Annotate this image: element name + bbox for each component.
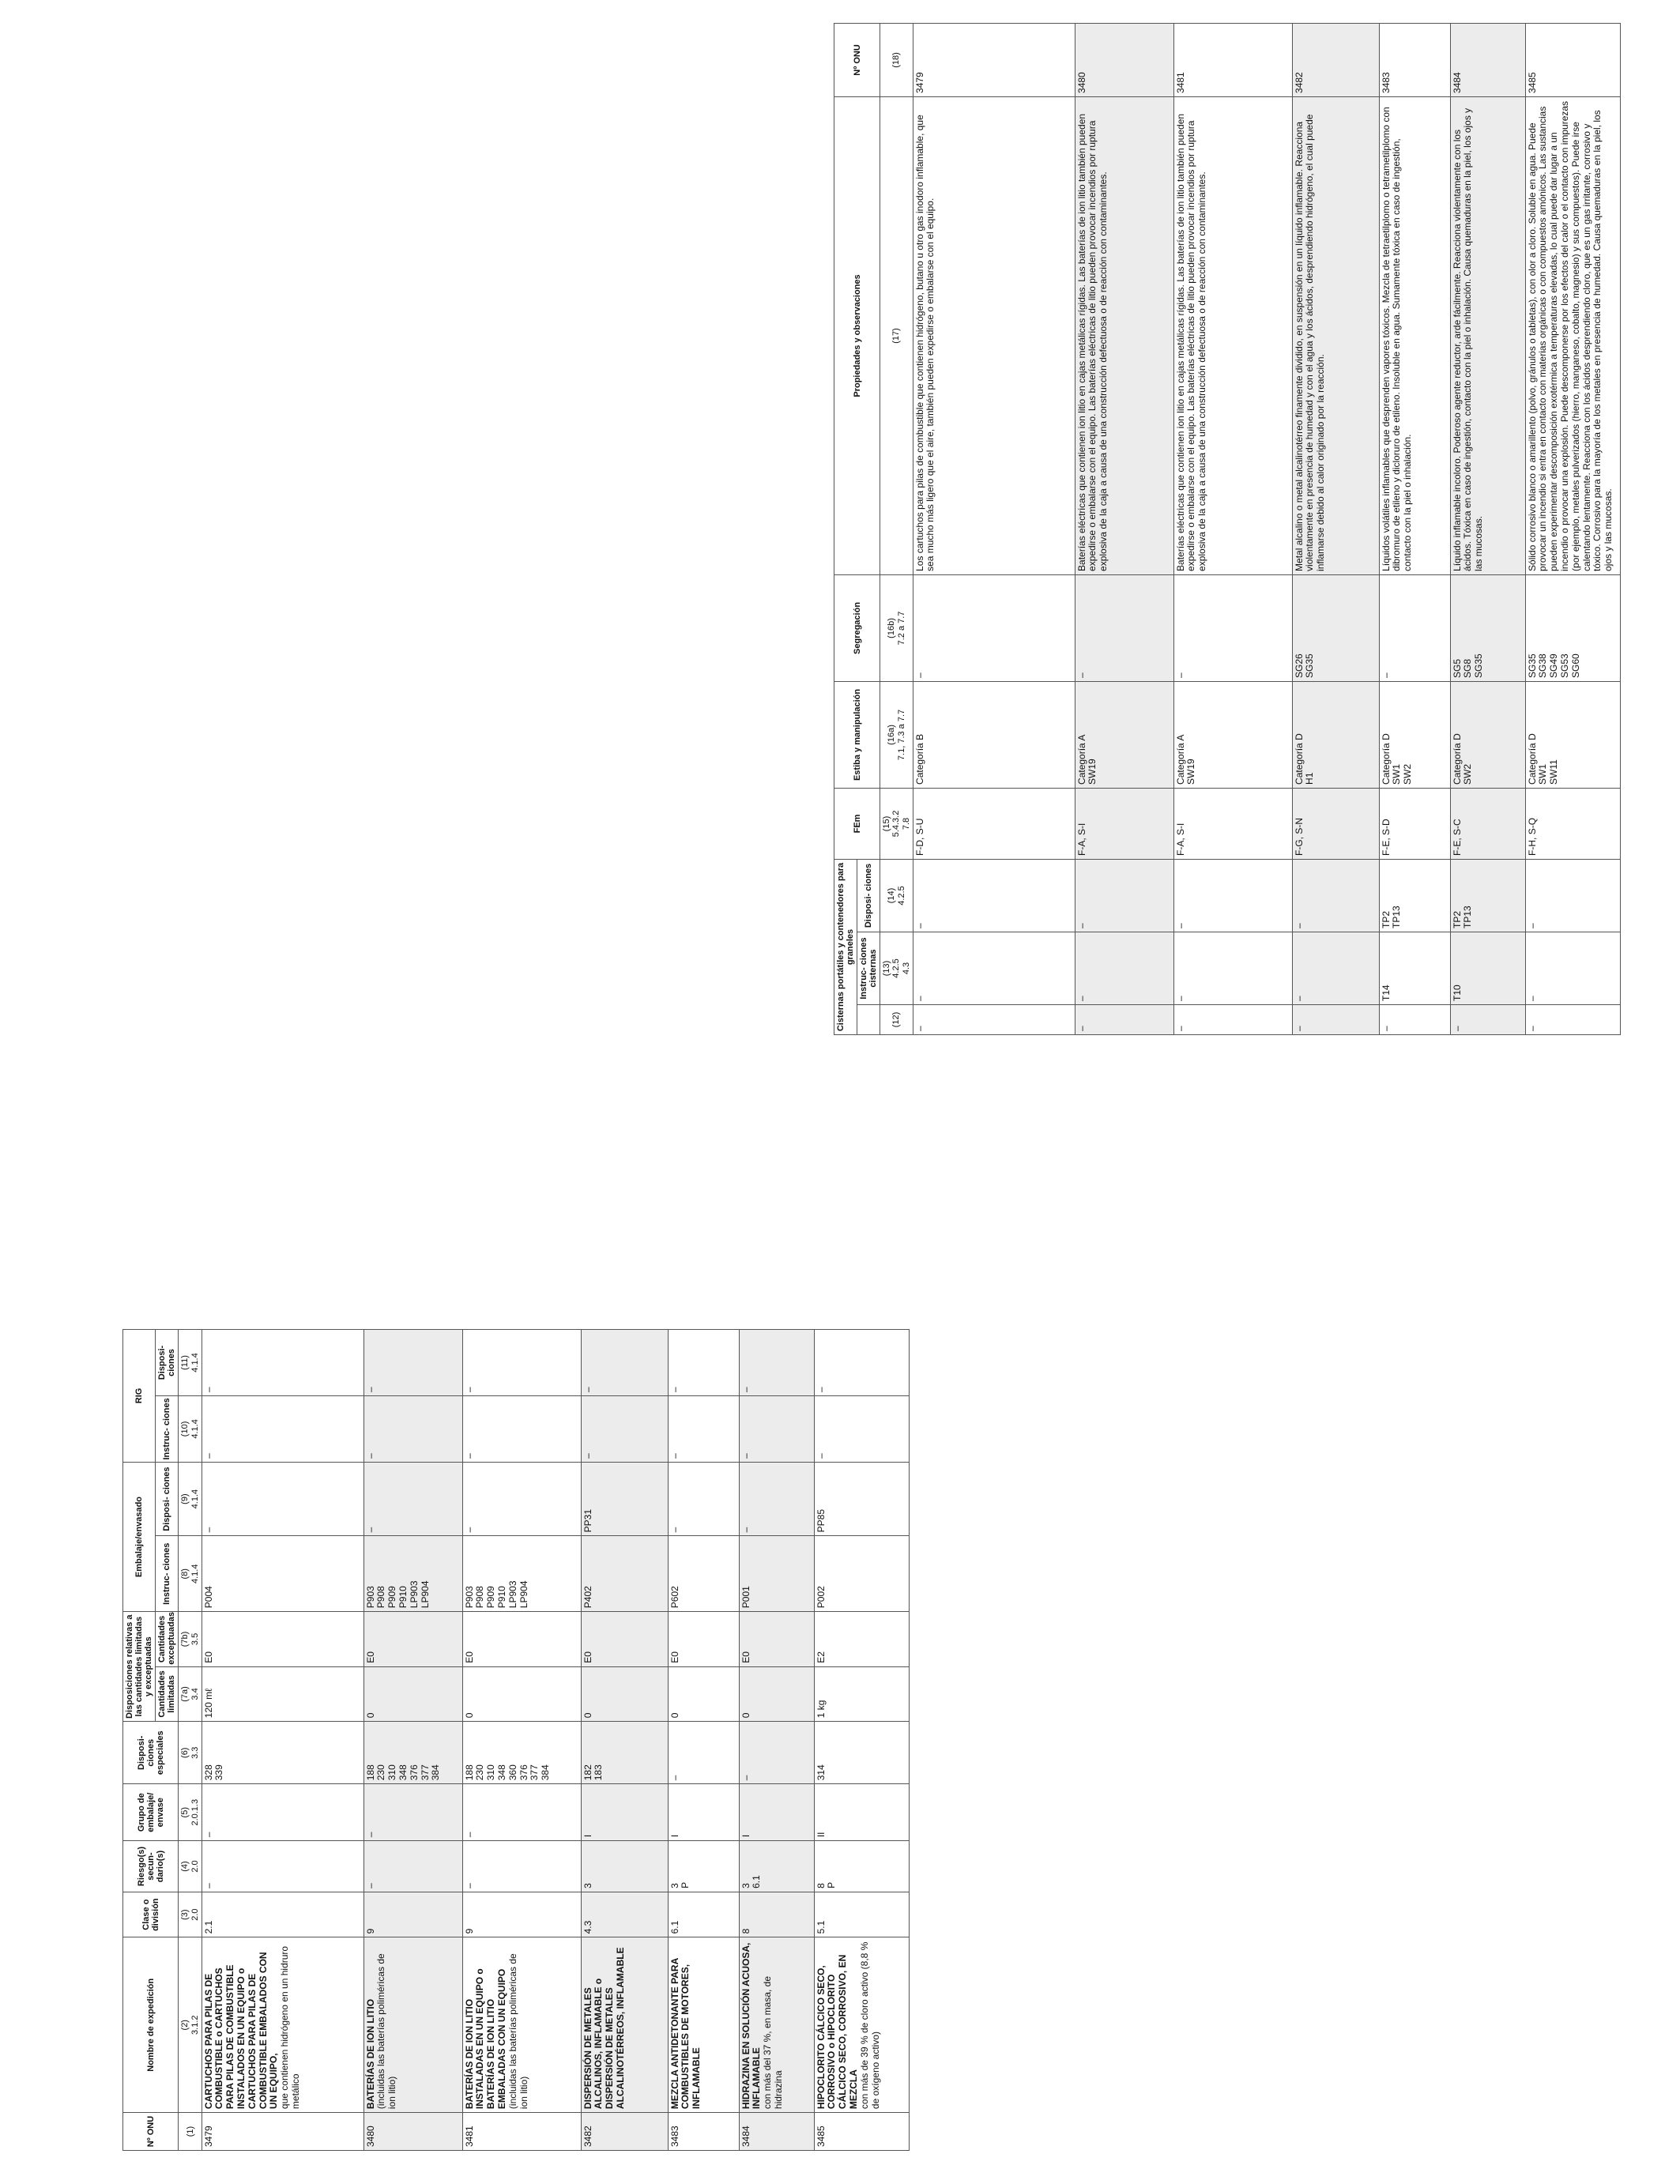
shipping-name: DISPERSIÓN DE METALES ALCALINOS, INFLAMABLE o DISPERSIÓN DE METALES ALCALINOTÉRREOS, INFLAMABLE	[582, 1947, 627, 2110]
ref-c16a: (16a) 7.1, 7.3 a 7.7	[880, 681, 913, 788]
limited-quantity-cell: 1 kg	[814, 1666, 909, 1722]
col-header-ibc-prov: Disposi- ciones	[156, 1330, 179, 1396]
excepted-quantity-cell: E0	[202, 1612, 363, 1667]
packing-group-cell: I	[668, 1784, 739, 1841]
packing-instruction-cell: P001	[739, 1536, 814, 1612]
shipping-name: BATERÍAS DE ION LITIO	[364, 1998, 376, 2110]
tank-instruction-cell: –	[1525, 932, 1620, 1005]
ref-c3: (3) 2.0	[179, 1892, 202, 1937]
ibc-provision-cell: –	[581, 1330, 668, 1396]
special-provisions-cell: –	[739, 1722, 814, 1784]
un-number-cell: 3483	[668, 2113, 739, 2151]
ibc-instruction-cell: –	[202, 1395, 363, 1462]
limited-quantity-cell: 0	[739, 1666, 814, 1722]
packing-instruction-cell: P002	[814, 1536, 909, 1612]
un-number-cell: 3481	[1173, 23, 1292, 96]
ems-cell: F-E, S-D	[1379, 788, 1450, 859]
limited-quantity-cell: 0	[462, 1666, 581, 1722]
col-header-name: Nombre de expedición	[123, 1937, 179, 2113]
ibc-provision-cell: –	[739, 1330, 814, 1396]
shipping-name-qualifier: (incluidas las baterías poliméricas de ion litio)	[507, 1953, 529, 2110]
table-row	[202, 1330, 363, 2151]
segregation-cell: –	[1379, 574, 1450, 681]
packing-instruction-cell: P903 P908 P909 P910 LP903 LP904	[462, 1536, 581, 1612]
ibc-provision-cell: –	[363, 1330, 462, 1396]
shipping-name-qualifier: (incluidas las baterías poliméricas de ion litio)	[375, 1953, 398, 2110]
stowage-cell: Categoría A SW19	[1075, 681, 1173, 788]
shipping-name-cell	[668, 1937, 739, 2113]
stowage-cell: Categoría D SW2	[1450, 681, 1525, 788]
packing-group-cell: –	[363, 1784, 462, 1841]
stowage-cell: Categoría D SW1 SW2	[1379, 681, 1450, 788]
ref-c16b: (16b) 7.2 a 7.7	[880, 574, 913, 681]
col-header-tank-prov: Disposi- ciones	[857, 859, 880, 932]
ref-c2: (2) 3.1.2	[179, 1937, 202, 2113]
table-row	[739, 1330, 814, 2151]
table-row	[1173, 23, 1292, 1034]
ibc-instruction-cell: –	[581, 1395, 668, 1462]
shipping-name: CARTUCHOS PARA PILAS DE COMBUSTIBLE o CARTUCHOS PARA PILAS DE COMBUSTIBLE INSTALADOS EN UN EQUIPO o CARTUCHOS PARA PILAS DE COMBUSTIBLE EMBALADOS CON UN EQUIPO,	[202, 1952, 280, 2110]
class-cell: 5.1	[814, 1892, 909, 1937]
tank-instruction-cell: T10	[1450, 932, 1525, 1005]
packing-provision-cell: PP31	[581, 1462, 668, 1535]
shipping-name-cell	[202, 1937, 363, 2113]
sub-risk-cell: 3	[581, 1841, 668, 1892]
sub-risk-cell: –	[202, 1841, 363, 1892]
column-12-cell: –	[1379, 1005, 1450, 1035]
table-row	[814, 1330, 909, 2151]
tank-provision-cell: –	[1525, 859, 1620, 932]
un-number-cell: 3483	[1379, 23, 1450, 96]
col-header-pack-prov: Disposi- ciones	[156, 1462, 179, 1535]
col-header-properties: Propiedades y observaciones	[834, 96, 880, 574]
col-header-lq: Cantidades limitadas	[156, 1666, 179, 1722]
packing-instruction-cell: P602	[668, 1536, 739, 1612]
table-row	[1379, 23, 1450, 1034]
un-number-cell: 3485	[1525, 23, 1620, 96]
properties-cell: Metal alcalino o metal alcalinotérreo finamente dividido, en suspensión en un líquido inflamable. Reacciona violentamente en presencia de humedad y con el agua y los ácidos, desprendiendo hidrógeno, el cual puede inflamarse debido al calor originado por la reacción.	[1292, 96, 1379, 574]
special-provisions-cell: 188 230 310 348 360 376 377 384	[462, 1722, 581, 1784]
tank-provision-cell: –	[913, 859, 1075, 932]
stowage-cell: Categoría B	[913, 681, 1075, 788]
sub-risk-cell: –	[363, 1841, 462, 1892]
segregation-cell: SG35 SG38 SG49 SG53 SG60	[1525, 574, 1620, 681]
packing-instruction-cell: P004	[202, 1536, 363, 1612]
sub-risk-cell: –	[462, 1841, 581, 1892]
properties-cell: Baterías eléctricas que contienen ion litio en cajas metálicas rígidas. Las baterías de ion litio también pueden expedirse o embalarse con el equipo. Las baterías eléctricas de litio pueden provocar incendios por ruptura explosiva de la caja a causa de una construcción defectuosa o de reacción con contaminantes.	[1173, 96, 1292, 574]
excepted-quantity-cell: E0	[462, 1612, 581, 1667]
ref-c6: (6) 3.3	[179, 1722, 202, 1784]
sub-risk-cell: 3 P	[668, 1841, 739, 1892]
shipping-name-cell	[739, 1937, 814, 2113]
stowage-cell: Categoría A SW19	[1173, 681, 1292, 788]
shipping-name: HIPOCLORITO CÁLCICO SECO, CORROSIVO o HIPOCLORITO CÁLCICO SECO, CORROSIVO, EN MEZCLA	[815, 1954, 860, 2110]
class-cell: 8	[739, 1892, 814, 1937]
table-row	[1292, 23, 1379, 1034]
limited-quantity-cell: 0	[363, 1666, 462, 1722]
col-header-special-provisions: Disposi- ciones especiales	[123, 1722, 179, 1784]
un-number-cell: 3484	[739, 2113, 814, 2151]
table-row	[363, 1330, 462, 2151]
shipping-name: BATERÍAS DE ION LITIO INSTALADAS EN UN EQUIPO o BATERÍAS DE ION LITIO EMBALADAS CON UN EQUIPO	[463, 1968, 508, 2110]
ref-c7a: (7a) 3.4	[179, 1666, 202, 1722]
class-cell: 4.3	[581, 1892, 668, 1937]
segregation-cell: –	[1173, 574, 1292, 681]
limited-quantity-cell: 0	[668, 1666, 739, 1722]
ref-c9: (9) 4.1.4	[179, 1462, 202, 1535]
un-number-cell: 3480	[363, 2113, 462, 2151]
table-row	[1525, 23, 1620, 1034]
ref-c11: (11) 4.1.4	[179, 1330, 202, 1396]
shipping-name: HIDRAZINA EN SOLUCIÓN ACUOSA, INFLAMABLE	[740, 1942, 763, 2110]
table-row	[581, 1330, 668, 2151]
special-provisions-cell: 328 339	[202, 1722, 363, 1784]
col-header-ibc: RIG	[123, 1330, 156, 1463]
column-12-cell: –	[913, 1005, 1075, 1035]
stowage-cell: Categoría D SW1 SW11	[1525, 681, 1620, 788]
dangerous-goods-table-right	[834, 23, 1621, 1035]
col-header-segregation: Segregación	[834, 574, 880, 681]
properties-cell: Los cartuchos para pilas de combustible que contienen hidrógeno, butano u otro gas inodoro inflamable, que sea mucho más ligero que el aire, también pueden expedirse o embalarse con el equipo.	[913, 96, 1075, 574]
segregation-cell: SG5 SG8 SG35	[1450, 574, 1525, 681]
column-12-cell: –	[1525, 1005, 1620, 1035]
un-number-cell: 3480	[1075, 23, 1173, 96]
excepted-quantity-cell: E0	[739, 1612, 814, 1667]
packing-provision-cell: –	[739, 1462, 814, 1535]
column-12-cell: –	[1450, 1005, 1525, 1035]
tank-instruction-cell: –	[1292, 932, 1379, 1005]
ibc-provision-cell: –	[668, 1330, 739, 1396]
column-12-cell: –	[1292, 1005, 1379, 1035]
ref-c8: (8) 4.1.4	[179, 1536, 202, 1612]
ems-cell: F-E, S-C	[1450, 788, 1525, 859]
limited-quantity-cell: 120 mℓ	[202, 1666, 363, 1722]
ref-c1: (1)	[179, 2113, 202, 2151]
shipping-name-cell	[581, 1937, 668, 2113]
sub-risk-cell: 8 P	[814, 1841, 909, 1892]
packing-provision-cell: –	[363, 1462, 462, 1535]
dangerous-goods-table-left	[122, 1329, 910, 2151]
ibc-provision-cell: –	[814, 1330, 909, 1396]
sub-risk-cell: 3 6.1	[739, 1841, 814, 1892]
special-provisions-cell: 182 183	[581, 1722, 668, 1784]
shipping-name-cell	[462, 1937, 581, 2113]
shipping-name-qualifier: que contienen hidrógeno en un hidruro metálico	[279, 1945, 302, 2110]
shipping-name-qualifier: con más de 39 % de cloro activo (8,8 % de oxígeno activo)	[858, 1941, 881, 2110]
col-header-tank-instr: Instruc- ciones cisternas	[857, 932, 880, 1005]
table-row	[1075, 23, 1173, 1034]
class-cell: 6.1	[668, 1892, 739, 1937]
segregation-cell: –	[1075, 574, 1173, 681]
properties-cell: Líquidos volátiles inflamables que desprenden vapores tóxicos. Mezcla de tetraetilplomo o tetrametilplomo con dibromuro de etileno y dicloruro de etileno. Insoluble en agua. Sumamente tóxica en caso de ingestión, contacto con la piel o inhalación.	[1379, 96, 1450, 574]
tank-instruction-cell: T14	[1379, 932, 1450, 1005]
class-cell: 2.1	[202, 1892, 363, 1937]
un-number-cell: 3481	[462, 2113, 581, 2151]
column-12-cell: –	[1075, 1005, 1173, 1035]
class-cell: 9	[462, 1892, 581, 1937]
ref-c15: (15) 5.4.3.2 7.8	[880, 788, 913, 859]
segregation-cell: –	[913, 574, 1075, 681]
col-header-class: Clase o división	[123, 1892, 179, 1937]
column-reference-row-right	[880, 23, 913, 1034]
packing-group-cell: –	[462, 1784, 581, 1841]
col-header-ems: FEm	[834, 788, 880, 859]
packing-instruction-cell: P402	[581, 1536, 668, 1612]
tank-instruction-cell: –	[1173, 932, 1292, 1005]
col-header-eq: Cantidades exceptuadas	[156, 1612, 179, 1667]
right-table-panel	[834, 24, 1614, 1035]
tank-provision-cell: TP2 TP13	[1450, 859, 1525, 932]
ems-cell: F-A, S-I	[1173, 788, 1292, 859]
table-row	[668, 1330, 739, 2151]
ref-c14: (14) 4.2.5	[880, 859, 913, 932]
properties-cell: Sólido corrosivo blanco o amarillento (polvo, gránulos o tabletas), con olor a cloro. Soluble en agua. Puede provocar un incendio si entra en contacto con materias orgánicas o con compuestos amónicos. Las sustancias pueden experimentar descomposición exotérmica a temperaturas elevadas, lo cual puede dar lugar a un incendio o provocar una explosión. Puede descomponerse por los efectos del calor o el contacto con impurezas (por ejemplo, metales pulverizados (hierro, manganeso, cobalto, magnesio) y sus compuestos). Puede irse calentando lentamente. Reacciona con los ácidos desprendiendo cloro, que es un gas irritante, corrosivo y tóxico. Corrosivo para la mayoría de los metales en presencia de humedad. Causa quemaduras en la piel, los ojos y las mucosas.	[1525, 96, 1620, 574]
packing-provision-cell: –	[668, 1462, 739, 1535]
packing-instruction-cell: P903 P908 P909 P910 LP903 LP904	[363, 1536, 462, 1612]
packing-group-cell: I	[739, 1784, 814, 1841]
ems-cell: F-D, S-U	[913, 788, 1075, 859]
table-row	[462, 1330, 581, 2151]
ibc-instruction-cell: –	[668, 1395, 739, 1462]
ref-c5: (5) 2.0.1.3	[179, 1784, 202, 1841]
ibc-instruction-cell: –	[739, 1395, 814, 1462]
special-provisions-cell: –	[668, 1722, 739, 1784]
properties-cell: Baterías eléctricas que contienen ion litio en cajas metálicas rígidas. Las baterías de ion litio también pueden expedirse o embalarse con el equipo. Las baterías eléctricas de litio pueden provocar incendios por ruptura explosiva de la caja a causa de una construcción defectuosa o de reacción con contaminantes.	[1075, 96, 1173, 574]
segregation-cell: SG26 SG35	[1292, 574, 1379, 681]
ems-cell: F-H, S-Q	[1525, 788, 1620, 859]
ibc-instruction-cell: –	[363, 1395, 462, 1462]
tank-instruction-cell: –	[1075, 932, 1173, 1005]
col-header-tanks: Cisternas portátiles y contenedores para graneles	[834, 859, 857, 1034]
excepted-quantity-cell: E0	[581, 1612, 668, 1667]
tank-provision-cell: TP2 TP13	[1379, 859, 1450, 932]
packing-group-cell: –	[202, 1784, 363, 1841]
ref-c4: (4) 2.0	[179, 1841, 202, 1892]
col-header-stowage: Estiba y manipulación	[834, 681, 880, 788]
ems-cell: F-A, S-I	[1075, 788, 1173, 859]
stowage-cell: Categoría D H1	[1292, 681, 1379, 788]
shipping-name-qualifier: con más del 37 %, en masa, de hidrazina	[762, 1975, 785, 2110]
tank-instruction-cell: –	[913, 932, 1075, 1005]
special-provisions-cell: 314	[814, 1722, 909, 1784]
col-header-un-no: Nº ONU	[123, 2113, 179, 2151]
col-header-un-no-right: Nº ONU	[834, 23, 880, 96]
shipping-name: MEZCLA ANTIDETONANTE PARA COMBUSTIBLES DE MOTORES, INFLAMABLE	[669, 1958, 703, 2110]
ibc-provision-cell: –	[462, 1330, 581, 1396]
ibc-instruction-cell: –	[814, 1395, 909, 1462]
col-header-packing: Embalaje/envasado	[123, 1462, 156, 1611]
un-number-cell: 3485	[814, 2113, 909, 2151]
column-reference-row	[179, 1330, 202, 2151]
packing-provision-cell: –	[462, 1462, 581, 1535]
un-number-cell: 3484	[1450, 23, 1525, 96]
col-header-sub-risk: Riesgo(s) secun- dario(s)	[123, 1841, 179, 1892]
un-number-cell: 3479	[202, 2113, 363, 2151]
table-row	[1450, 23, 1525, 1034]
packing-group-cell: II	[814, 1784, 909, 1841]
tank-provision-cell: –	[1292, 859, 1379, 932]
ref-c7b: (7b) 3.5	[179, 1612, 202, 1667]
shipping-name-cell	[363, 1937, 462, 2113]
special-provisions-cell: 188 230 310 348 376 377 384	[363, 1722, 462, 1784]
column-12-cell: –	[1173, 1005, 1292, 1035]
col-header-c12-blank	[857, 1005, 880, 1035]
ibc-provision-cell: –	[202, 1330, 363, 1396]
col-header-packing-group: Grupo de embalaje/ envase	[123, 1784, 179, 1841]
properties-cell: Líquido inflamable incoloro. Poderoso agente reductor, arde fácilmente. Reacciona violentamente con los ácidos. Tóxica en caso de ingestión, contacto con la piel o inhalación. Causa quemaduras en la piel, los ojos y las mucosas.	[1450, 96, 1525, 574]
col-header-ibc-instr: Instruc- ciones	[156, 1395, 179, 1462]
table-row	[913, 23, 1075, 1034]
col-header-pack-instr: Instruc- ciones	[156, 1536, 179, 1612]
col-header-lq-group: Disposiciones relativas a las cantidades limitadas y exceptuadas	[123, 1612, 156, 1722]
packing-provision-cell: –	[202, 1462, 363, 1535]
excepted-quantity-cell: E2	[814, 1612, 909, 1667]
left-table-panel	[122, 1329, 881, 2151]
shipping-name-cell	[814, 1937, 909, 2113]
ems-cell: F-G, S-N	[1292, 788, 1379, 859]
excepted-quantity-cell: E0	[668, 1612, 739, 1667]
class-cell: 9	[363, 1892, 462, 1937]
tank-provision-cell: –	[1075, 859, 1173, 932]
limited-quantity-cell: 0	[581, 1666, 668, 1722]
excepted-quantity-cell: E0	[363, 1612, 462, 1667]
un-number-cell: 3479	[913, 23, 1075, 96]
ibc-instruction-cell: –	[462, 1395, 581, 1462]
ref-c17: (17)	[880, 96, 913, 574]
un-number-cell: 3482	[581, 2113, 668, 2151]
ref-c10: (10) 4.1.4	[179, 1395, 202, 1462]
un-number-cell: 3482	[1292, 23, 1379, 96]
packing-group-cell: I	[581, 1784, 668, 1841]
ref-c18: (18)	[880, 23, 913, 96]
ref-c13: (13) 4.2.5 4.3	[880, 932, 913, 1005]
tank-provision-cell: –	[1173, 859, 1292, 932]
ref-c12: (12)	[880, 1005, 913, 1035]
packing-provision-cell: PP85	[814, 1462, 909, 1535]
